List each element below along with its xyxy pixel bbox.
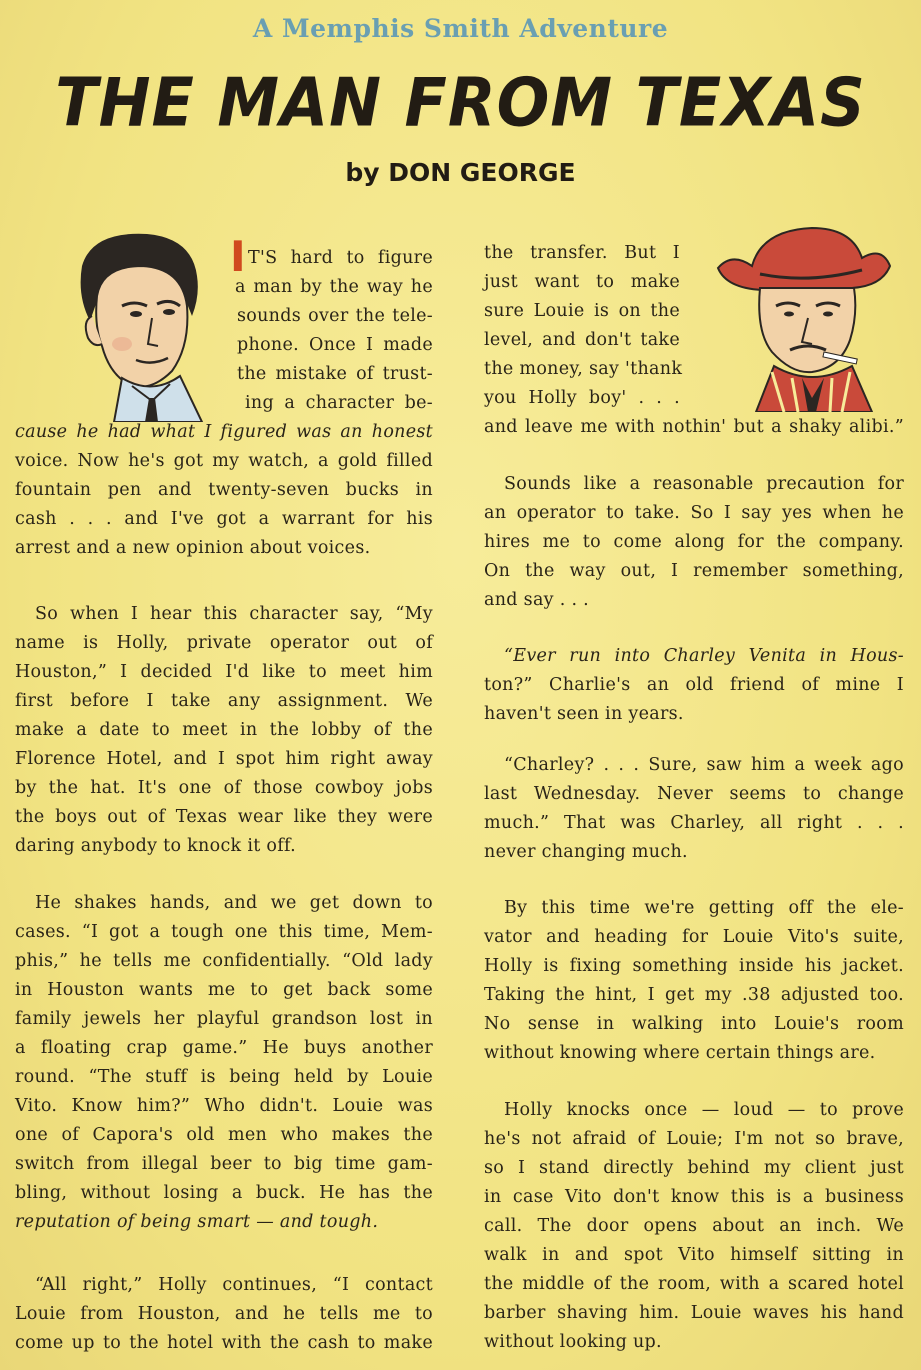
text-line: No sense in walking into Louie's room (484, 1014, 904, 1034)
text-line: reputation of being smart — and tough. (15, 1212, 379, 1232)
text-line: Houston,” I decided I'd like to meet him (15, 662, 433, 682)
right-paragraph-4 (484, 751, 904, 867)
text-line: last Wednesday. Never seems to change (484, 784, 904, 804)
author-byline: by DON GEORGE (345, 158, 576, 187)
text-line: without looking up. (484, 1332, 662, 1352)
left-paragraph-1 (15, 244, 433, 563)
text-line: sounds over the tele- (237, 306, 433, 326)
right-paragraph-6 (484, 1096, 904, 1357)
text-line: the transfer. But I (484, 243, 680, 263)
text-line: much.” That was Charley, all right . . . (484, 813, 904, 833)
text-line: the middle of the room, with a scared hotel (484, 1274, 904, 1294)
text-line: Taking the hint, I get my .38 adjusted too. (484, 985, 904, 1005)
text-line: He shakes hands, and we get down to (35, 893, 433, 913)
text-line: first before I take any assignment. We (15, 691, 433, 711)
text-line: a man by the way he (235, 277, 433, 297)
text-line: so I stand directly behind my client just (484, 1158, 904, 1178)
text-line: So when I hear this character say, “My (35, 604, 433, 624)
text-line: haven't seen in years. (484, 704, 684, 724)
text-line: Holly is fixing something inside his jacket. (484, 956, 904, 976)
text-line: name is Holly, private operator out of (15, 633, 433, 653)
text-line: one of Capora's old men who makes the (15, 1125, 433, 1145)
text-line: switch from illegal beer to big time gam- (15, 1154, 433, 1174)
text-line: daring anybody to knock it off. (15, 836, 297, 856)
text-line: a floating crap game.” He buys another (15, 1038, 433, 1058)
text-line: come up to the hotel with the cash to make (15, 1333, 433, 1353)
text-line: Holly knocks once — loud — to prove (504, 1100, 904, 1120)
text-line: cases. “I got a tough one this time, Mem- (15, 922, 433, 942)
left-paragraph-2 (15, 600, 433, 861)
text-line: Florence Hotel, and I spot him right away (15, 749, 433, 769)
text-line: make a date to meet in the lobby of the (15, 720, 433, 740)
text-line: Sounds like a reasonable precaution for (504, 474, 904, 494)
text-line: By this time we're getting off the ele- (504, 898, 904, 918)
text-line: sure Louie is on the (484, 301, 680, 321)
text-line: never changing much. (484, 842, 688, 862)
text-line: without knowing where certain things are. (484, 1043, 876, 1063)
right-paragraph-1 (484, 239, 904, 442)
text-line: the boys out of Texas wear like they were (15, 807, 433, 827)
text-line: round. “The stuff is being held by Louie (15, 1067, 433, 1087)
text-line: vator and heading for Louie Vito's suite, (484, 927, 904, 947)
text-line: call. The door opens about an inch. We (484, 1216, 904, 1236)
text-line: just want to make (484, 272, 680, 292)
text-line: in case Vito don't know this is a business (484, 1187, 904, 1207)
text-line: Vito. Know him?” Who didn't. Louie was (15, 1096, 433, 1116)
text-line: ton?” Charlie's an old friend of mine I (484, 675, 904, 695)
right-paragraph-5 (484, 894, 904, 1068)
text-line: he's not afraid of Louie; I'm not so brave, (484, 1129, 904, 1149)
text-line: cash . . . and I've got a warrant for his (15, 509, 433, 529)
text-line: family jewels her playful grandson lost in (15, 1009, 433, 1029)
text-line: hires me to come along for the company. (484, 532, 904, 552)
text-line: level, and don't take (484, 330, 680, 350)
left-paragraph-4 (15, 1271, 433, 1358)
drop-cap-letter: I (230, 232, 246, 281)
text-line: an operator to take. So I say yes when he (484, 503, 904, 523)
text-line: cause he had what I figured was an honest (15, 422, 433, 442)
text-line: by the hat. It's one of those cowboy jobs (15, 778, 433, 798)
text-line: “All right,” Holly continues, “I contact (35, 1275, 433, 1295)
text-line: On the way out, I remember something, (484, 561, 904, 581)
story-title: THE MAN FROM TEXAS (55, 63, 866, 142)
text-line: in Houston wants me to get back some (15, 980, 433, 1000)
text-line: walk in and spot Vito himself sitting in (484, 1245, 904, 1265)
text-line: “Charley? . . . Sure, saw him a week ago (504, 755, 904, 775)
text-line: and leave me with nothin' but a shaky alibi.” (484, 417, 904, 437)
text-line: Louie from Houston, and he tells me to (15, 1304, 433, 1324)
text-line: bling, without losing a buck. He has the (15, 1183, 433, 1203)
text-line: arrest and a new opinion about voices. (15, 538, 371, 558)
text-line: phone. Once I made (237, 335, 433, 355)
left-paragraph-3 (15, 889, 433, 1237)
text-line: voice. Now he's got my watch, a gold filled (15, 451, 433, 471)
text-line: barber shaving him. Louie waves his hand (484, 1303, 904, 1323)
right-paragraph-2 (484, 470, 904, 615)
right-paragraph-3 (484, 642, 904, 729)
text-line: the money, say 'thank (484, 359, 683, 379)
series-title: A Memphis Smith Adventure (252, 14, 669, 43)
text-line: the mistake of trust- (237, 364, 433, 384)
text-line: fountain pen and twenty-seven bucks in (15, 480, 433, 500)
text-line: ing a character be- (245, 393, 433, 413)
text-line: and say . . . (484, 590, 590, 610)
text-line: phis,” he tells me confidentially. “Old lady (15, 951, 433, 971)
text-line: “Ever run into Charley Venita in Hous- (504, 646, 904, 666)
text-line: you Holly boy' . . . (484, 388, 680, 408)
text-line: T'S hard to figure (248, 248, 433, 268)
